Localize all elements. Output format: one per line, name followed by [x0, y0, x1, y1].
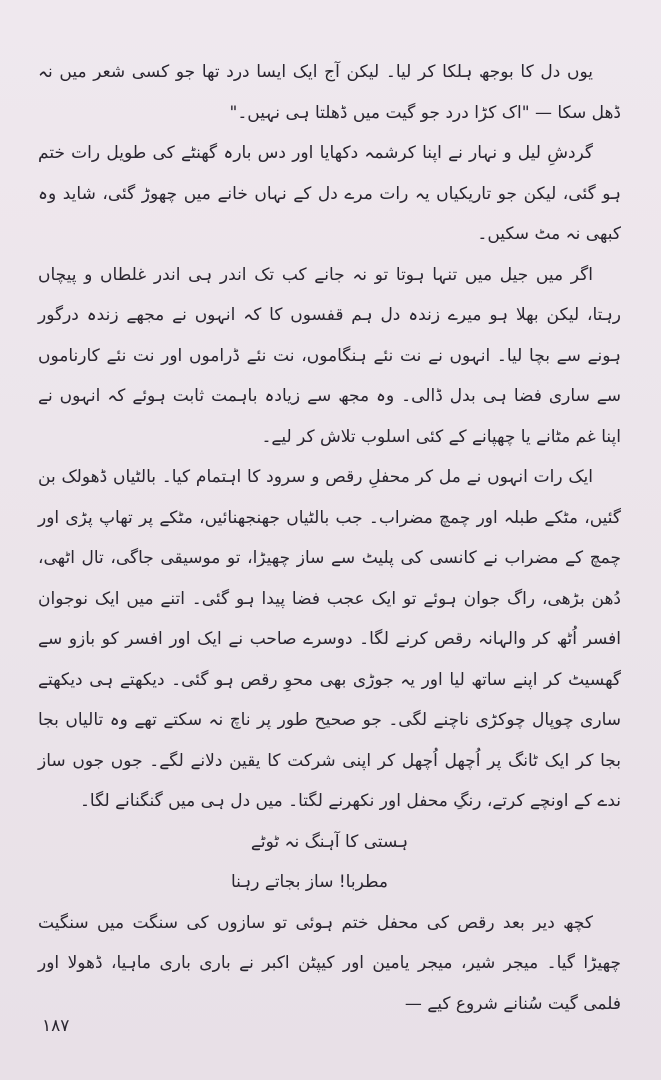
- paragraph-1: یوں دل کا بوجھ ہلکا کر لیا۔ لیکن آج ایک ایسا درد تھا جو کسی شعر میں نہ ڈھل سکا — "اک کڑا درد جو گیت میں ڈھلتا ہی نہیں۔": [38, 62, 621, 123]
- page-number: ۱۸۷: [42, 1016, 70, 1036]
- paragraph-3: اگر میں جیل میں تنہا ہوتا تو نہ جانے کب تک اندر ہی اندر غلطاں و پیچاں رہتا، لیکن بھلا ہو میرے زندہ دل ہم قفسوں کا کہ انہوں نے مجھے زندہ درگور ہونے سے بچا لیا۔ انہوں نے نت نئے ہنگاموں، نت نئے ڈراموں اور نت نئے کارناموں سے ساری فضا ہی بدل ڈالی۔ وہ مجھ سے زیادہ باہمت ثابت ہوئے کہ انہوں نے اپنا غم مٹانے یا چھپانے کے کئی اسلوب تلاش کر لیے۔: [38, 264, 621, 447]
- paragraph-4: ایک رات انہوں نے مل کر محفلِ رقص و سرود کا اہتمام کیا۔ بالٹیاں ڈھولک بن گئیں، مٹکے طبلہ اور چمچ مضراب۔ جب بالٹیاں جھنجھنائیں، مٹکے پر تھاپ پڑی اور چمچ کے مضراب نے کانسی کی پلیٹ سے ساز چھیڑا، تو موسیقی جاگی، تال اٹھی، دُھن بڑھی، راگ جوان ہوئے تو ایک عجب فضا پیدا ہو گئی۔ اتنے میں ایک نوجوان افسر اُٹھ کر والہانہ رقص کرنے لگا۔ دوسرے صاحب نے ایک اور افسر کو بازو سے گھسیٹ کر اپنے ساتھ لیا اور یہ جوڑی بھی محوِ رقص ہو گئی۔ دیکھتے ہی دیکھتے ساری چوپال چوکڑی ناچنے لگی۔ جو صحیح طور پر ناچ نہ سکتے تھے وہ تالیاں بجا بجا کر ایک ٹانگ پر اُچھل اُچھل کر اپنی شرکت کا یقین دلانے لگے۔ جوں جوں ساز ندے کے اونچے کرتے، رنگِ محفل اور نکھرنے لگتا۔ میں دل ہی میں گنگنانے لگا۔: [38, 467, 621, 811]
- paragraph-2: گردشِ لیل و نہار نے اپنا کرشمہ دکھایا اور دس بارہ گھنٹے کی طویل رات ختم ہو گئی، لیکن جو تاریکیاں یہ رات مرے دل کے نہاں خانے میں چھوڑ گئی، شاید وہ کبھی نہ مٹ سکیں۔: [38, 143, 621, 244]
- page-body-text: [38, 52, 621, 1024]
- verse-line-1: ہستی کا آہنگ نہ ٹوٹے: [250, 831, 409, 852]
- paragraph-5: کچھ دیر بعد رقص کی محفل ختم ہوئی تو سازوں کی سنگت میں سنگیت چھیڑا گیا۔ میجر شیر، میجر یامین اور کیپٹن اکبر نے باری باری ماہیا، ڈھولا اور فلمی گیت سُنانے شروع کیے —: [38, 912, 621, 1014]
- verse-line-2: مطربا! ساز بجاتے رہنا: [230, 872, 389, 892]
